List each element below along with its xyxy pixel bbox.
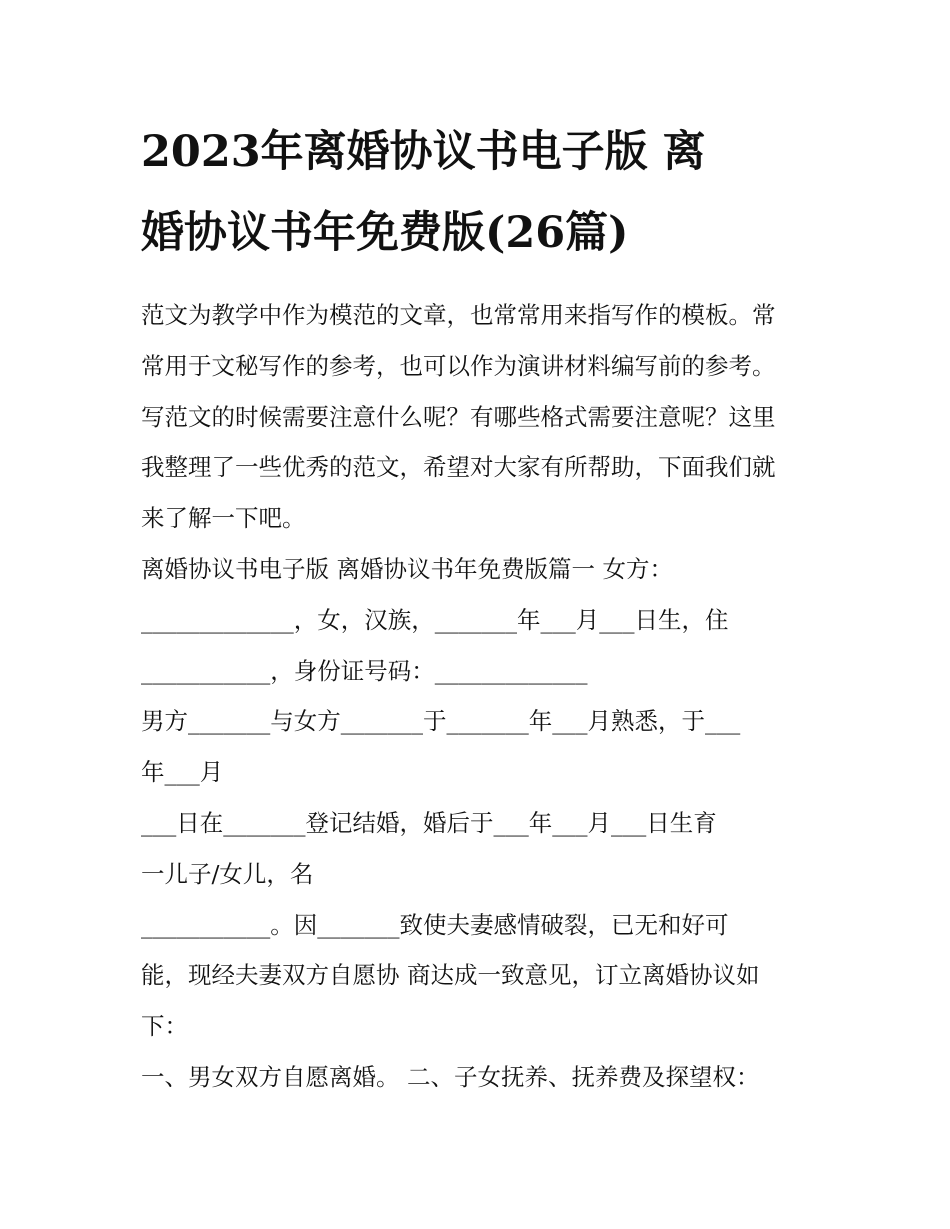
intro-paragraph-line: 范文为教学中作为模范的文章，也常常用来指写作的模板。常 xyxy=(141,301,776,329)
agreement-text-line: ___日在_______登记结婚，婚后于___年___月___日生育 xyxy=(141,808,717,837)
intro-paragraph-line: 来了解一下吧。 xyxy=(141,504,306,533)
document-title xyxy=(141,112,821,274)
document-page xyxy=(141,112,821,1103)
section-heading-line: 离婚协议书电子版 离婚协议书年免费版篇一 女方： xyxy=(141,554,673,583)
agreement-text-line: 下： xyxy=(141,1012,188,1041)
agreement-text-line: ___________，身份证号码：_____________ xyxy=(141,656,588,685)
agreement-text-line: 能，现经夫妻双方自愿协 商达成一致意见，订立离婚协议如 xyxy=(141,961,760,990)
intro-paragraph-line: 常用于文秘写作的参考，也可以作为演讲材料编写前的参考。 xyxy=(141,351,776,380)
document-body xyxy=(141,290,821,1103)
agreement-clause-line: 一、男女双方自愿离婚。 二、子女抚养、抚养费及探望权： xyxy=(141,1062,760,1091)
title-line: 2023年离婚协议书电子版 离 xyxy=(141,127,706,177)
title-line: 婚协议书年免费版(26篇) xyxy=(141,208,629,258)
intro-paragraph-line: 我整理了一些优秀的范文，希望对大家有所帮助，下面我们就 xyxy=(141,453,776,482)
agreement-text-line: ___________。因_______致使夫妻感情破裂，已无和好可 xyxy=(141,910,729,939)
agreement-text-line: 年___月 xyxy=(141,758,224,787)
agreement-text-line: 一儿子/女儿，名 xyxy=(141,859,314,888)
intro-paragraph-line: 写范文的时候需要注意什么呢？有哪些格式需要注意呢？这里 xyxy=(141,402,776,431)
agreement-text-line: _____________，女，汉族，_______年___月___日生，住 xyxy=(141,605,729,634)
agreement-text-line: 男方_______与女方_______于_______年___月熟悉，于___ xyxy=(141,707,741,736)
